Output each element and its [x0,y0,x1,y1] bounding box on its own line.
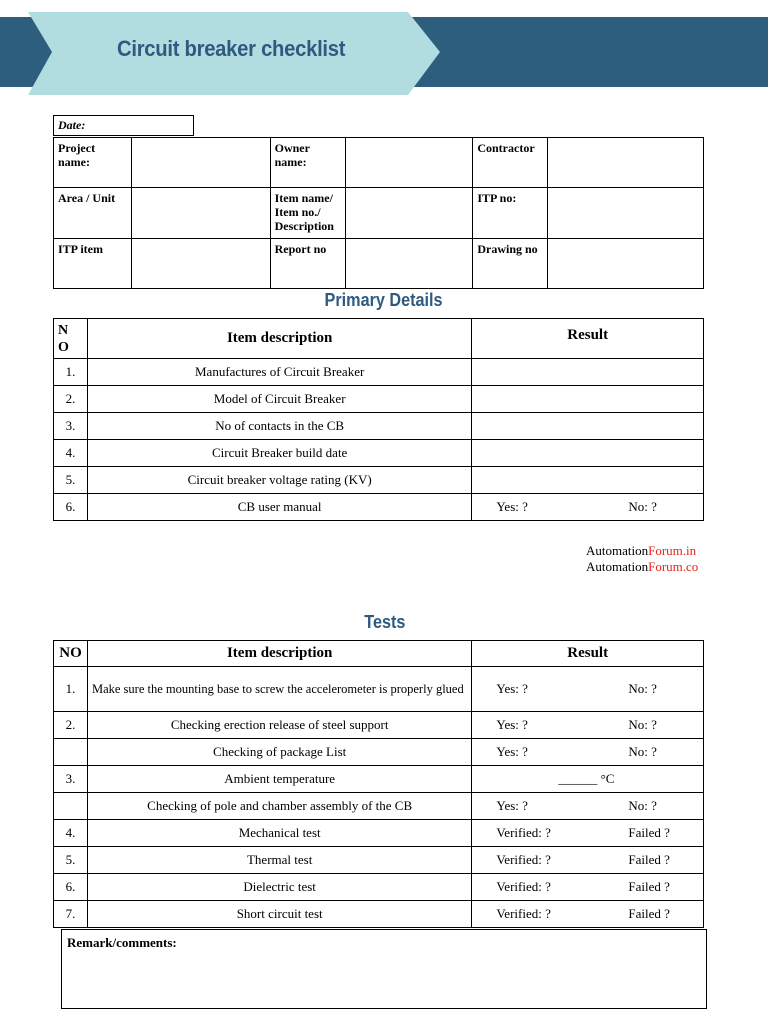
row-number [54,793,88,820]
remarks-box[interactable] [61,929,707,1009]
table-row [54,467,704,494]
drawing-no-value[interactable] [548,239,704,289]
col-result-header: Result [472,319,704,359]
table-row [54,386,704,413]
owner-name-value[interactable] [345,138,473,188]
result-option-negative[interactable]: Failed ? [628,906,670,921]
result-option-negative[interactable]: No: ? [628,798,657,813]
remarks-label: Remark/comments: [67,935,177,950]
table-row [54,494,704,521]
row-number: 4. [54,820,88,847]
brand-line-2 [586,559,698,575]
result-option-positive[interactable]: Yes: ? [496,499,528,514]
result-cell[interactable] [472,874,704,901]
brand-domain: Forum.in [648,543,697,558]
result-cell[interactable] [472,766,704,793]
tests-table [53,640,704,928]
owner-name-label: Owner name: [270,138,345,188]
result-option-negative[interactable]: Failed ? [628,852,670,867]
col-item-header: Item description [87,319,471,359]
table-row [54,440,704,467]
row-number: 5. [54,467,88,494]
item-description: CB user manual [87,494,471,521]
item-description: Manufactures of Circuit Breaker [87,359,471,386]
item-description: Checking of package List [87,739,471,766]
result-cell[interactable] [472,847,704,874]
result-cell[interactable] [472,359,704,386]
result-cell[interactable] [472,467,704,494]
row-number: 2. [54,386,88,413]
row-number: 1. [54,359,88,386]
row-number: 3. [54,766,88,793]
table-row [54,847,704,874]
item-description: Short circuit test [87,901,471,928]
page-title: Circuit breaker checklist [117,36,346,61]
result-cell[interactable] [472,793,704,820]
itp-no-label: ITP no: [473,188,548,239]
result-option-positive[interactable]: Yes: ? [496,798,528,813]
table-row [54,901,704,928]
primary-details-table [53,318,704,521]
contractor-value[interactable] [548,138,704,188]
result-cell[interactable] [472,820,704,847]
project-name-value[interactable] [131,138,270,188]
row-number [54,739,88,766]
result-cell[interactable] [472,440,704,467]
result-cell[interactable] [472,739,704,766]
result-option-positive[interactable]: Verified: ? [496,825,551,840]
result-option-positive[interactable]: Yes: ? [496,681,528,696]
brand-text: Automation [586,559,649,574]
result-cell[interactable] [472,712,704,739]
row-number: 4. [54,440,88,467]
item-description: Make sure the mounting base to screw the accelerometer is properly glued [87,667,471,712]
result-option-positive[interactable]: Yes: ? [496,744,528,759]
temperature-field[interactable]: ______ °C [558,771,615,786]
col-result-header: Result [472,641,704,667]
result-cell[interactable] [472,494,704,521]
result-cell[interactable] [472,386,704,413]
area-unit-value[interactable] [131,188,270,239]
itp-item-label: ITP item [54,239,132,289]
tests-heading: Tests [364,612,406,632]
project-info-table [53,137,704,289]
item-description: Circuit Breaker build date [87,440,471,467]
report-no-value[interactable] [345,239,473,289]
result-option-positive[interactable]: Yes: ? [496,717,528,732]
item-description: Thermal test [87,847,471,874]
result-cell[interactable] [472,901,704,928]
row-number: 2. [54,712,88,739]
result-option-positive[interactable]: Verified: ? [496,906,551,921]
area-unit-label: Area / Unit [54,188,132,239]
item-description: No of contacts in the CB [87,413,471,440]
brand-text: Automation [586,543,649,558]
row-number: 5. [54,847,88,874]
date-field[interactable]: Date: [53,115,194,136]
result-option-positive[interactable]: Verified: ? [496,879,551,894]
table-row [54,793,704,820]
table-row [54,739,704,766]
table-row [54,820,704,847]
row-number: 1. [54,667,88,712]
drawing-no-label: Drawing no [473,239,548,289]
item-name-value[interactable] [345,188,473,239]
contractor-label: Contractor [473,138,548,188]
col-no-header: NO [54,641,88,667]
row-number: 7. [54,901,88,928]
project-name-label: Project name: [54,138,132,188]
brand-domain: Forum.co [648,559,699,574]
item-description: Mechanical test [87,820,471,847]
item-description: Checking erection release of steel support [87,712,471,739]
table-row [54,359,704,386]
table-row [54,413,704,440]
table-row [54,712,704,739]
result-option-positive[interactable]: Verified: ? [496,852,551,867]
table-row [54,667,704,712]
primary-details-heading: Primary Details [324,290,443,310]
result-option-negative[interactable]: No: ? [628,717,657,732]
result-option-negative[interactable]: Failed ? [628,879,670,894]
item-description: Circuit breaker voltage rating (KV) [87,467,471,494]
row-number: 6. [54,874,88,901]
item-description: Model of Circuit Breaker [87,386,471,413]
row-number: 6. [54,494,88,521]
table-row [54,766,704,793]
table-row [54,874,704,901]
report-no-label: Report no [270,239,345,289]
result-option-negative[interactable]: No: ? [628,681,657,696]
item-description: Dielectric test [87,874,471,901]
col-item-header: Item description [87,641,471,667]
item-name-label: Item name/ Item no./ Description [270,188,345,239]
result-cell[interactable] [472,667,704,712]
itp-no-value[interactable] [548,188,704,239]
result-cell[interactable] [472,413,704,440]
item-description: Checking of pole and chamber assembly of the CB [87,793,471,820]
col-no-header: N O [54,319,88,359]
itp-item-value[interactable] [131,239,270,289]
header-banner [0,0,768,100]
result-option-negative[interactable]: No: ? [628,744,657,759]
row-number: 3. [54,413,88,440]
result-option-negative[interactable]: Failed ? [628,825,670,840]
brand-line-1 [586,543,696,559]
result-option-negative[interactable]: No: ? [628,499,657,514]
item-description: Ambient temperature [87,766,471,793]
